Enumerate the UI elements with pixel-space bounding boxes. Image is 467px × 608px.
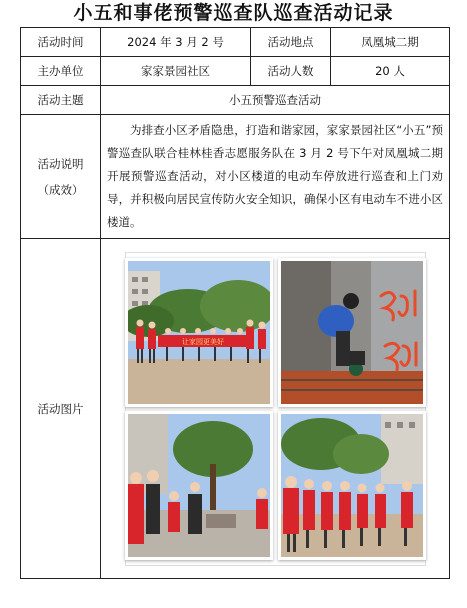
photo-cell <box>101 239 450 579</box>
theme-label: 活动主题 <box>21 86 101 115</box>
photo-volunteers-image <box>281 414 423 557</box>
host-label: 主办单位 <box>21 57 101 86</box>
time-value: 2024 年 3 月 2 号 <box>101 28 251 57</box>
desc-label-line1: 活动说明 <box>37 156 84 171</box>
desc-text: 为排查小区矛盾隐患，打造和谐家园，家家景园社区“小五”预警巡查队联合桂林桂香志愿服务队在 3 月 2 号下午对凤凰城二期开展预警巡查活动，对小区楼道的电动车停放进行巡查和上门劝导，并积极向居民宣传防火安全知识，确保小区有电动车不进小区楼道。 <box>107 123 443 229</box>
row-host-count <box>21 57 450 86</box>
desc-cell <box>101 115 450 239</box>
count-label: 活动人数 <box>251 57 331 86</box>
host-value: 家家景园社区 <box>101 57 251 86</box>
count-value: 20 人 <box>331 57 450 86</box>
record-table <box>20 27 450 579</box>
page-title: 小五和事佬预警巡查队巡查活动记录 <box>73 2 394 24</box>
photo-label: 活动图片 <box>21 239 101 579</box>
photo-stairwell-image <box>281 261 423 404</box>
row-photos <box>21 239 450 579</box>
photo-group-banner-image <box>128 261 270 404</box>
theme-value: 小五预警巡查活动 <box>101 86 450 115</box>
photo-volunteers-walk <box>278 411 426 560</box>
place-label: 活动地点 <box>251 28 331 57</box>
time-label: 活动时间 <box>21 28 101 57</box>
desc-label-line2: （成效） <box>37 182 84 197</box>
desc-label <box>21 115 101 239</box>
photo-residents-image <box>128 414 270 557</box>
row-time-place <box>21 28 450 57</box>
photo1-banner-text: 让家园更美好 <box>181 337 224 346</box>
place-value: 凤凰城二期 <box>331 28 450 57</box>
photo-residents-tree <box>125 411 273 560</box>
row-theme <box>21 86 450 115</box>
row-description <box>21 115 450 239</box>
photo-grid <box>125 252 426 566</box>
photo-stairwell-check <box>278 258 426 407</box>
photo-group-banner <box>125 258 273 407</box>
